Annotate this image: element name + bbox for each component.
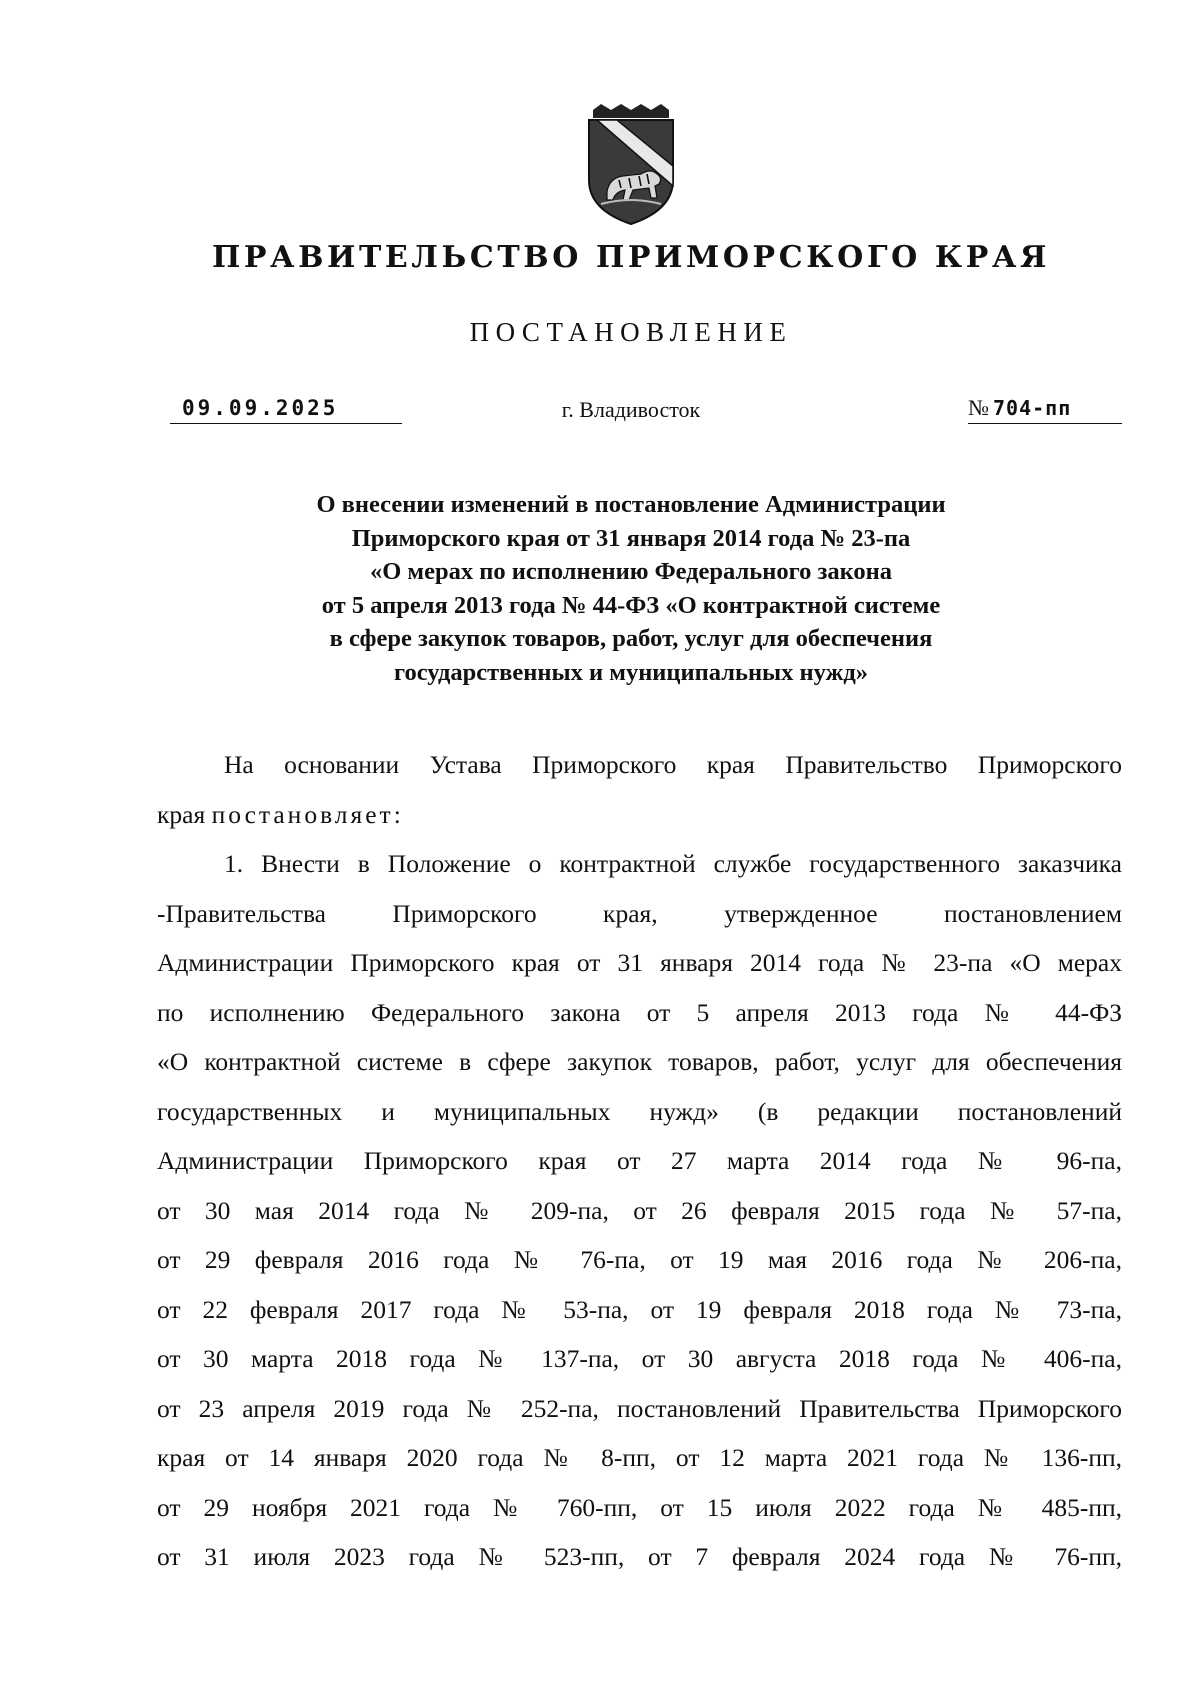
government-title: ПРАВИТЕЛЬСТВО ПРИМОРСКОГО КРАЯ <box>211 240 1051 275</box>
preamble-line: На основании Устава Приморского края Правительство Приморского <box>224 750 1122 779</box>
item1-line: края от 14 января 2020 года № 8-пп, от 12 марта 2021 года № 136-пп, <box>157 1443 1122 1472</box>
number-sign: № <box>968 395 989 420</box>
document-type: ПОСТАНОВЛЕНИЕ <box>469 317 793 347</box>
heading-line: Приморского края от 31 января 2014 года № 23-па <box>351 524 911 552</box>
item1-line: Администрации Приморского края от 27 марта 2014 года № 96-па, <box>157 1146 1122 1175</box>
item1-line: от 30 марта 2018 года № 137-па, от 30 августа 2018 года № 406-па, <box>157 1344 1122 1373</box>
item1-line: по исполнению Федерального закона от 5 апреля 2013 года № 44-ФЗ <box>157 997 1122 1027</box>
heading-line: О внесении изменений в постановление Администрации <box>316 491 946 518</box>
heading-line: «О мерах по исполнению Федерального закона <box>369 558 892 585</box>
meta-row <box>0 393 1200 433</box>
item1-line: от 29 февраля 2016 года № 76-па, от 19 мая 2016 года № 206-па, <box>157 1245 1122 1274</box>
number-value: 704-пп <box>993 396 1072 420</box>
document-date: 09.09.2025 <box>170 393 402 424</box>
item1-line: государственных и муниципальных нужд» (в редакции постановлений <box>157 1096 1122 1126</box>
document-city: г. Владивосток <box>561 397 701 422</box>
primorsky-krai-coat-of-arms-icon <box>579 104 683 226</box>
preamble-line <box>157 790 1122 840</box>
item1-line: от 23 апреля 2019 года № 252-па, постановлений Правительства Приморского <box>157 1393 1122 1423</box>
item1-line: от 30 мая 2014 года № 209-па, от 26 февраля 2015 года № 57-па, <box>157 1195 1122 1225</box>
document-heading <box>0 488 1200 689</box>
preamble-word: края <box>157 799 206 829</box>
item1-line: от 31 июля 2023 года № 523-пп, от 7 февраля 2024 года № 76-пп, <box>157 1542 1122 1571</box>
heading-line: государственных и муниципальных нужд» <box>393 658 869 686</box>
item1-line: 1. Внести в Положение о контрактной службе государственного заказчика <box>224 849 1122 878</box>
resolves-word: постановляет: <box>211 799 404 829</box>
item1-line: от 29 ноября 2021 года № 760-пп, от 15 июля 2022 года № 485-пп, <box>157 1492 1122 1522</box>
heading-line: в сфере закупок товаров, работ, услуг для обеспечения <box>329 625 933 652</box>
item1-line: Администрации Приморского края от 31 января 2014 года № 23-па «О мерах <box>157 948 1122 977</box>
item1-line: «О контрактной системе в сфере закупок товаров, работ, услуг для обеспечения <box>157 1047 1122 1076</box>
item1-line: -Правительства Приморского края, утвержденное постановлением <box>157 898 1122 928</box>
document-number <box>968 393 1122 424</box>
heading-line: от 5 апреля 2013 года № 44-ФЗ «О контрактной системе <box>321 591 941 619</box>
document-body <box>157 740 1122 1582</box>
item1-line: от 22 февраля 2017 года № 53-па, от 19 февраля 2018 года № 73-па, <box>157 1294 1122 1324</box>
